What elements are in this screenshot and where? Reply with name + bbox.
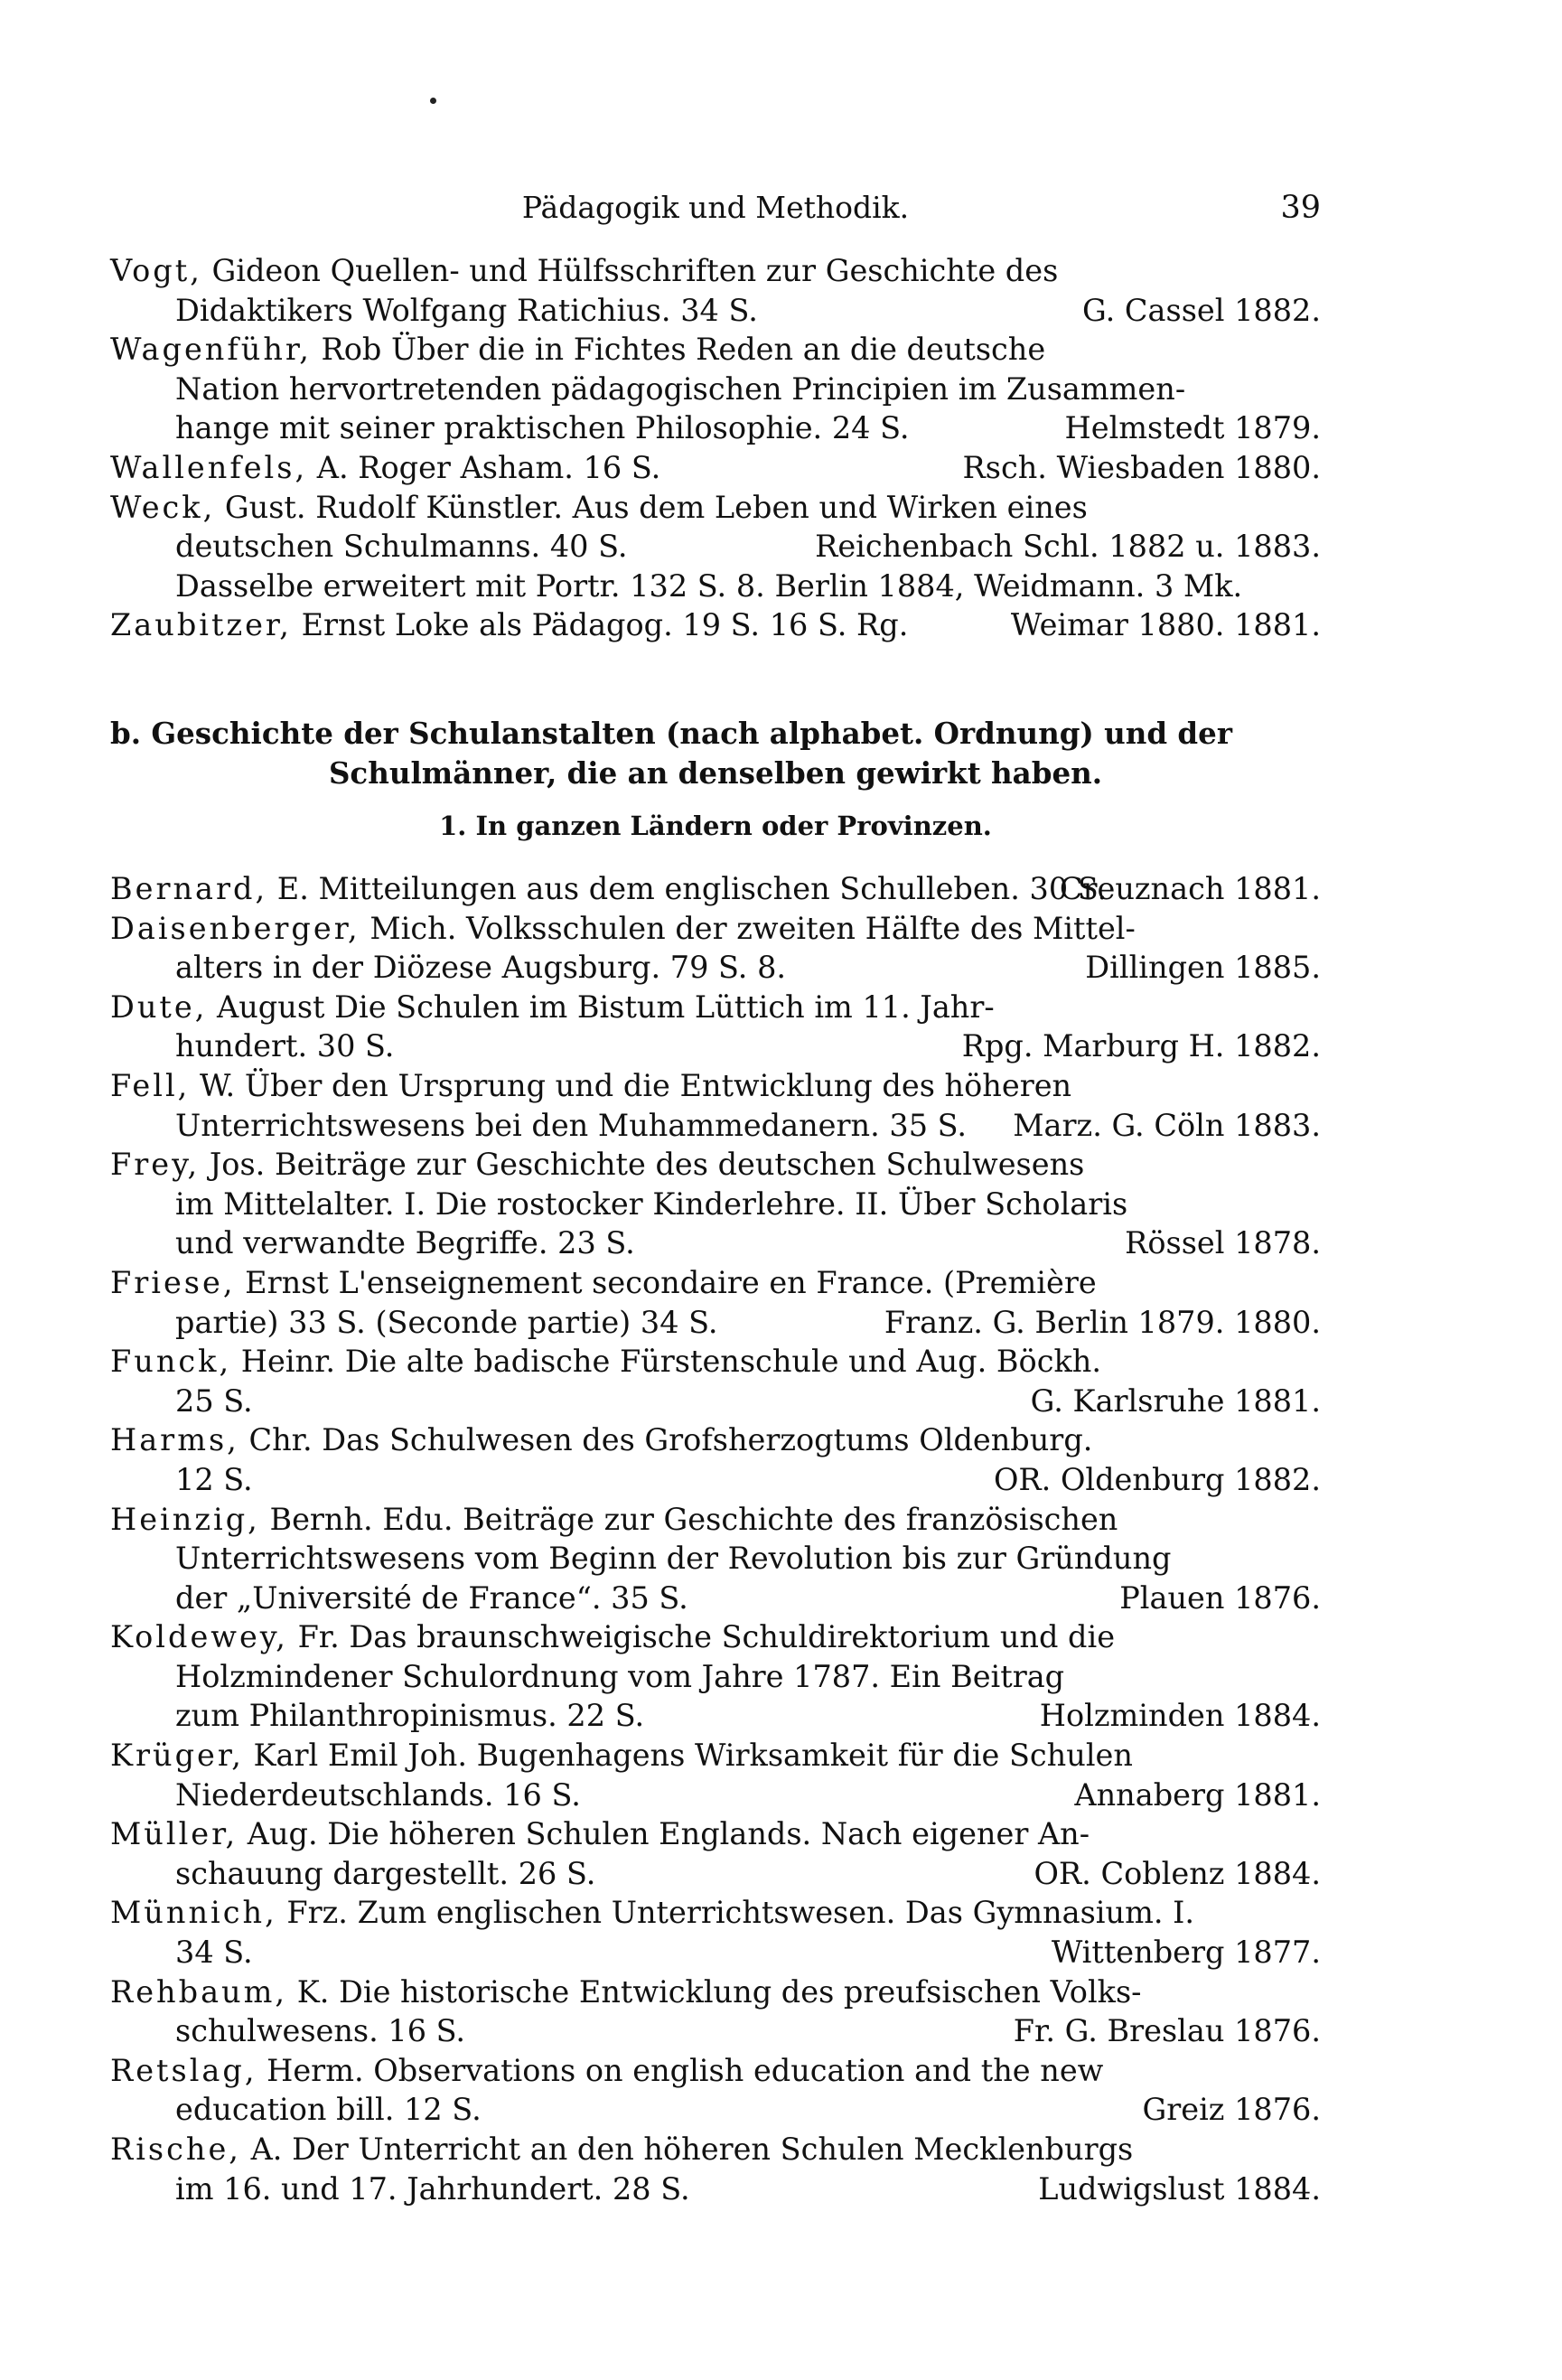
entry-author: Wallenfels, — [110, 449, 308, 485]
entry-line — [110, 1223, 1321, 1263]
entry-line — [110, 251, 1321, 291]
entry-text: Fr. Das braunschweigische Schuldirektorium und die — [297, 1619, 1116, 1655]
entry-author: Vogt, — [110, 253, 202, 288]
entry-line — [110, 1854, 1321, 1894]
entry-line — [110, 291, 1321, 331]
entry-line — [110, 1185, 1321, 1224]
bibliography-entry — [110, 2051, 1321, 2130]
entry-line — [110, 1776, 1321, 1815]
bibliography-entry — [110, 448, 1321, 488]
running-header — [110, 190, 1321, 235]
entry-place-year: OR. Oldenburg 1882. — [993, 1461, 1321, 1497]
entry-text: Niederdeutschlands. 16 S. — [175, 1776, 581, 1813]
entry-author: Münnich, — [110, 1895, 277, 1931]
entry-place-year: Marz. G. Cöln 1883. — [1013, 1107, 1321, 1143]
entry-line — [110, 1657, 1321, 1697]
entry-line — [110, 2130, 1321, 2169]
entry-line — [110, 1026, 1321, 1066]
entry-place-year: Greiz 1876. — [1142, 2092, 1321, 2128]
entry-line — [110, 605, 1321, 645]
entry-line — [110, 869, 1321, 909]
entry-text: 12 S. — [175, 1461, 253, 1497]
entry-line — [110, 1814, 1321, 1854]
entry-line — [110, 408, 1321, 448]
bibliography-entry — [110, 2130, 1321, 2208]
entry-author: Heinzig, — [110, 1501, 260, 1537]
entry-text: hundert. 30 S. — [175, 1028, 395, 1064]
entry-text: Aug. Die höheren Schulen Englands. Nach eigener An- — [247, 1816, 1090, 1852]
entry-text: A. Der Unterricht an den höheren Schulen Mecklenburgs — [250, 2132, 1134, 2167]
entry-text: alters in der Diözese Augsburg. 79 S. 8. — [175, 950, 787, 986]
bibliography-entry — [110, 1145, 1321, 1263]
ink-speck — [430, 98, 436, 104]
entry-text: August Die Schulen im Bistum Lüttich im 11. Jahr- — [217, 989, 995, 1025]
entry-text: der „Université de France“. 35 S. — [175, 1579, 688, 1616]
entry-author: Weck, — [110, 489, 216, 525]
bibliography-entry — [110, 1066, 1321, 1145]
bibliography-entry — [110, 869, 1321, 909]
entry-line — [110, 527, 1321, 567]
entry-place-year: OR. Coblenz 1884. — [1034, 1855, 1321, 1891]
entry-line — [110, 370, 1321, 409]
entry-text: Rob Über die in Fichtes Reden an die deutsche — [321, 332, 1046, 368]
bibliography-entry — [110, 330, 1321, 448]
entry-text: A. Roger Asham. 16 S. — [316, 449, 661, 485]
entry-line — [110, 1893, 1321, 1933]
entry-line — [110, 1066, 1321, 1106]
entry-line — [110, 1539, 1321, 1579]
entry-place-year: Weimar 1880. 1881. — [1010, 607, 1321, 643]
bibliography-entry — [110, 988, 1321, 1066]
entry-author: Dute, — [110, 989, 208, 1025]
entry-line — [110, 948, 1321, 988]
subsection-heading: 1. In ganzen Ländern oder Provinzen. — [439, 811, 992, 841]
entry-place-year: Ludwigslust 1884. — [1038, 2170, 1321, 2207]
section-heading-line-1: b. Geschichte der Schulanstalten (nach alphabet. Ordnung) und der — [110, 716, 1232, 751]
entry-line — [110, 448, 1321, 488]
entry-text: Dasselbe erweitert mit Portr. 132 S. 8. Berlin 1884, Weidmann. 3 Mk. — [175, 567, 1243, 604]
entry-author: Krüger, — [110, 1738, 244, 1774]
bibliography-list-a — [110, 251, 1321, 645]
entry-line — [110, 1579, 1321, 1618]
entry-line — [110, 1342, 1321, 1382]
entry-text: Unterrichtswesens vom Beginn der Revolution bis zur Gründung — [175, 1541, 1172, 1577]
entry-author: Wagenführ, — [110, 332, 312, 368]
entry-line — [110, 1106, 1321, 1146]
entry-line — [110, 988, 1321, 1027]
entry-place-year: Wittenberg 1877. — [1051, 1935, 1321, 1971]
entry-author: Rische, — [110, 2132, 241, 2167]
entry-line — [110, 1617, 1321, 1657]
entry-text: im 16. und 17. Jahrhundert. 28 S. — [175, 2170, 690, 2207]
page-number: 39 — [1280, 190, 1321, 226]
entry-place-year: G. Cassel 1882. — [1082, 292, 1321, 328]
entry-line — [110, 2090, 1321, 2130]
bibliography-entry — [110, 1617, 1321, 1736]
entry-text: Unterrichtswesens bei den Muhammedanern. 35 S. — [175, 1107, 968, 1143]
entry-place-year: Rössel 1878. — [1125, 1225, 1321, 1261]
entry-text: 34 S. — [175, 1935, 253, 1971]
entry-place-year: Holzminden 1884. — [1039, 1698, 1321, 1734]
bibliography-entry — [110, 1972, 1321, 2051]
entry-text: E. Mitteilungen aus dem englischen Schulleben. 30 S. — [276, 871, 1108, 906]
bibliography-list-b — [110, 869, 1321, 2208]
entry-place-year: Rpg. Marburg H. 1882. — [961, 1028, 1321, 1064]
entry-line — [110, 488, 1321, 528]
entry-text: zum Philanthropinismus. 22 S. — [175, 1698, 645, 1734]
entry-text: Didaktikers Wolfgang Ratichius. 34 S. — [175, 292, 758, 328]
entry-author: Funck, — [110, 1344, 232, 1380]
entry-place-year: Franz. G. Berlin 1879. 1880. — [884, 1304, 1321, 1340]
section-heading-line-2: Schulmänner, die an denselben gewirkt haben. — [328, 755, 1103, 791]
entry-place-year: Rsch. Wiesbaden 1880. — [962, 449, 1321, 485]
bibliography-entry — [110, 251, 1321, 330]
entry-text: W. Über den Ursprung und die Entwicklung des höheren — [199, 1067, 1072, 1103]
entry-author: Friese, — [110, 1264, 236, 1300]
entry-line — [110, 1263, 1321, 1303]
entry-text: K. Die historische Entwicklung des preufsischen Volks- — [296, 1973, 1142, 2010]
entry-text: schauung dargestellt. 26 S. — [175, 1855, 596, 1891]
entry-text: im Mittelalter. I. Die rostocker Kinderlehre. II. Über Scholaris — [175, 1185, 1128, 1222]
entry-line — [110, 1696, 1321, 1736]
entry-line — [110, 1420, 1321, 1460]
entry-author: Zaubitzer, — [110, 607, 292, 643]
bibliography-entry — [110, 488, 1321, 606]
bibliography-entry — [110, 1893, 1321, 1972]
entry-text: Herm. Observations on english education and the new — [267, 2052, 1104, 2088]
entry-text: schulwesens. 16 S. — [175, 2013, 466, 2049]
entry-line — [110, 1736, 1321, 1776]
entry-text: Heinr. Die alte badische Fürstenschule und Aug. Böckh. — [240, 1344, 1101, 1380]
entry-line — [110, 909, 1321, 949]
bibliography-entry — [110, 1420, 1321, 1499]
entry-place-year: Fr. G. Breslau 1876. — [1013, 2013, 1321, 2049]
entry-text: Bernh. Edu. Beiträge zur Geschichte des französischen — [269, 1501, 1118, 1537]
bibliography-entry — [110, 605, 1321, 645]
entry-place-year: Annaberg 1881. — [1074, 1776, 1321, 1813]
entry-author: Harms, — [110, 1422, 239, 1458]
entry-text: Frz. Zum englischen Unterrichtswesen. Das Gymnasium. I. — [286, 1895, 1195, 1931]
entry-text: Ernst Loke als Pädagog. 19 S. 16 S. Rg. — [301, 607, 909, 643]
entry-author: Bernard, — [110, 871, 268, 906]
entry-line — [110, 567, 1321, 606]
entry-author: Müller, — [110, 1816, 239, 1852]
entry-author: Koldewey, — [110, 1619, 288, 1655]
running-title: Pädagogik und Methodik. — [521, 190, 910, 225]
entry-place-year: Plauen 1876. — [1119, 1579, 1321, 1616]
entry-author: Daisenberger, — [110, 910, 360, 946]
entry-text: Gust. Rudolf Künstler. Aus dem Leben und Wirken eines — [224, 489, 1088, 525]
entry-line — [110, 1972, 1321, 2012]
entry-text: 25 S. — [175, 1382, 253, 1419]
entry-line — [110, 1145, 1321, 1185]
entry-author: Fell, — [110, 1067, 191, 1103]
entry-text: deutschen Schulmanns. 40 S. — [175, 529, 628, 565]
entry-line — [110, 1500, 1321, 1540]
bibliography-entry — [110, 1263, 1321, 1342]
bibliography-entry — [110, 1736, 1321, 1814]
bibliography-entry — [110, 1500, 1321, 1618]
entry-text: Jos. Beiträge zur Geschichte des deutschen Schulwesens — [209, 1147, 1085, 1183]
entry-place-year: Reichenbach Schl. 1882 u. 1883. — [815, 529, 1321, 565]
entry-text: Mich. Volksschulen der zweiten Hälfte des Mittel- — [369, 910, 1136, 946]
entry-place-year: Dillingen 1885. — [1085, 950, 1321, 986]
entry-author: Rehbaum, — [110, 1973, 288, 2010]
entry-text: Gideon Quellen- und Hülfsschriften zur Geschichte des — [211, 253, 1059, 288]
entry-line — [110, 330, 1321, 370]
entry-text: Karl Emil Joh. Bugenhagens Wirksamkeit für die Schulen — [253, 1738, 1133, 1774]
entry-text: hange mit seiner praktischen Philosophie. 24 S. — [175, 410, 910, 446]
entry-place-year: Helmstedt 1879. — [1064, 410, 1321, 446]
bibliography-entry — [110, 1814, 1321, 1893]
entry-line — [110, 2011, 1321, 2051]
entry-text: und verwandte Begriffe. 23 S. — [175, 1225, 635, 1261]
entry-text: Ernst L'enseignement secondaire en France. (Première — [245, 1264, 1097, 1300]
bibliography-entry — [110, 1342, 1321, 1420]
entry-line — [110, 2051, 1321, 2091]
entry-line — [110, 1460, 1321, 1500]
entry-place-year: Creuznach 1881. — [1059, 871, 1321, 906]
entry-line — [110, 1303, 1321, 1343]
entry-text: Chr. Das Schulwesen des Grofsherzogtums Oldenburg. — [248, 1422, 1093, 1458]
entry-text: Nation hervortretenden pädagogischen Principien im Zusammen- — [175, 370, 1186, 407]
entry-text: Holzmindener Schulordnung vom Jahre 1787. Ein Beitrag — [175, 1658, 1065, 1694]
bibliography-entry — [110, 909, 1321, 988]
entry-place-year: G. Karlsruhe 1881. — [1030, 1382, 1321, 1419]
entry-line — [110, 2169, 1321, 2209]
entry-line — [110, 1382, 1321, 1421]
entry-text: education bill. 12 S. — [175, 2092, 482, 2128]
section-heading-block — [110, 714, 1321, 846]
entry-author: Frey, — [110, 1147, 201, 1183]
entry-author: Retslag, — [110, 2052, 257, 2088]
entry-text: partie) 33 S. (Seconde partie) 34 S. — [175, 1304, 718, 1340]
entry-line — [110, 1933, 1321, 1972]
